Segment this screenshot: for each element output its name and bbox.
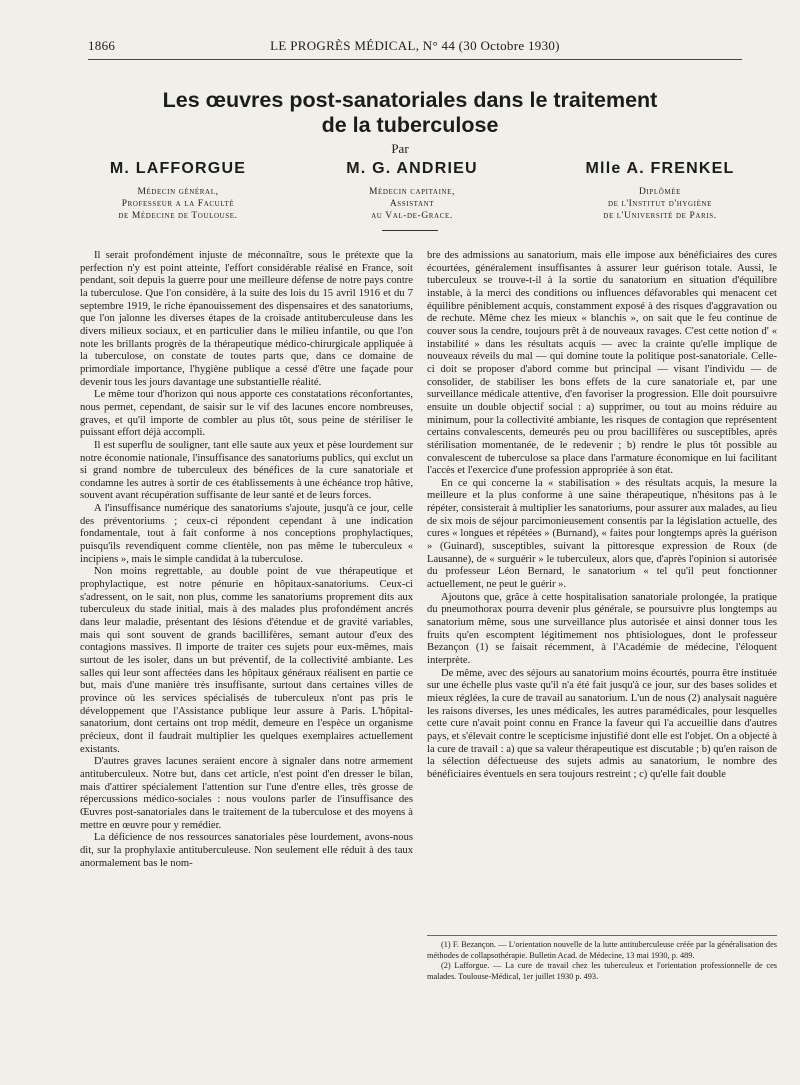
- author-role-line: de l'Institut d'hygiène: [607, 199, 713, 209]
- author-role-line: de Médecine de Toulouse.: [118, 211, 238, 221]
- footnote: (2) Lafforgue. — La cure de travail chez les tuberculeux et l'orientation professionnelle de ces malades. Toulouse-Médical, 1er juillet 1930 p. 493.: [427, 961, 777, 981]
- left-column: [80, 250, 413, 870]
- header-rule: [88, 59, 742, 60]
- author-role-line: au Val-de-Grace.: [371, 211, 453, 221]
- footnotes: [427, 935, 777, 982]
- author-role-line: Diplômée: [639, 187, 681, 197]
- journal-header: LE PROGRÈS MÉDICAL, N° 44 (30 Octobre 1930): [270, 38, 560, 53]
- author-name: M. G. ANDRIEU: [346, 160, 478, 177]
- paragraph: En ce qui concerne la « stabilisation » des résultats acquis, la mesure la meilleure et la plus conforme à une saine thérapeutique, n'hésitons pas à le répéter, consisterait à multiplier les sanatoriums, pour assurer aux malades, au lieu de six mois de séjour parcimonieusement consentis par la législation actuelle, des cures « longues et répétées » (Burnand), « faites pour longtemps après la guérison » (Guinard), susceptibles, suivant la pittoresque expression de Roux (de Lausanne), de « surguérir » le tuberculeux, alors que, d'après l'opinion si autorisée du professeur Léon Bernard, le sanatorium « tel qu'il peut fonctionner actuellement, ne peut le guérir ».: [427, 477, 777, 591]
- paragraph: bre des admissions au sanatorium, mais elle impose aux bénéficiaires des cures écourtées, généralement insuffisantes à assurer leur guérison totale. Aussi, le tuberculeux se trouve-t-il à la sortie du sanatorium en situation d'équilibre instable, à la merci des conditions ou influences défavorables qui menacent cet équilibre péniblement acquis, constamment exposé à des risques d'aggravation ou de rechute. Même chez les mieux « blanchis », on sait que le feu continue de couver sous la cendre, toujours prêt à de nouveaux ravages. C'est cette notion d' « instabilité » dans les résultats acquis — avec la crainte qu'elle implique de nouveaux réveils du mal — qui domine toute la politique post-sanatoriale. Celle-ci doit se proposer d'abord comme but principal — visant l'individu — de consolider, de stabiliser les bons effets de la cure sanatoriale et, par une surveillance médicale attentive, d'en favoriser la progression. Elle doit poursuivre ensuite un double objectif social : a) supprimer, ou tout au moins réduire au minimum, pour la collectivité ambiante, les risques de contagion que représentent certains convalescents, demeurés peu ou prou bacillifères ou susceptibles, après stérilisation momentanée, de le redevenir ; b) rendre le plus tôt possible au convalescent de tuberculose sa place dans l'armature économique en lui facilitant l'accès et l'exercice d'une profession appropriée à son état.: [427, 250, 777, 477]
- author-name: Mlle A. FRENKEL: [585, 160, 735, 177]
- author-block: [560, 160, 760, 222]
- title-separator: [382, 230, 438, 231]
- author-role-line: de l'Université de Paris.: [603, 211, 717, 221]
- author-role-line: Médecin capitaine,: [368, 187, 456, 197]
- paragraph: Non moins regrettable, au double point de vue thérapeutique et prophylactique, est notre pénurie en hôpitaux-sanatoriums. Ceux-ci s'adressent, on le sait, non plus, comme les sanatoriums proprement dits aux tuberculeux du stade initial, mais à des malades plus profondément ancrés dans leur maladie, présentant des lésions d'étendue et de gravité variables, mais qui sont souvent de grands bacillifères, semant autour d'eux des contagions massives. Il importe de traiter ces sujets pour eux-mêmes, mais surtout de les isoler, dans un but préventif, de la collectivité ambiante. Les salles qui leur sont affectées dans les hôpitaux généraux réalisent en partie ce but, mais d'une manière très insuffisante, surtout dans certaines villes de province où les services spécialisés de tuberculeux n'ont pas pris le développement que l'Assistance publique leur assure à Paris. L'hôpital-sanatorium, dont certains ont trop médit, demeure en l'espèce un organisme précieux, dont il faudrait multiplier les quelques exemplaires actuellement existants.: [80, 566, 413, 755]
- paragraph: De même, avec des séjours au sanatorium moins écourtés, pourra être instituée sur une échelle plus vaste qu'il n'a été fait jusqu'à ce jour, sur des bases solides et mieux réglées, la cure de travail au sanatorium. L'un de nous (2) analysait naguère les raisons diverses, les unes médicales, les autres paramédicales, pour lesquelles cette cure n'avait point connu en France la faveur qui l'a accueillie dans d'autres pays, et s'élevait contre le scepticisme injustifié dont elle est l'objet. On a objecté à la cure de travail : a) que sa valeur thérapeutique est discutable ; b) qu'en raison de la sélection défectueuse des sujets admis au sanatorium, le nombre des bénéficiaires éventuels en sera toujours restreint ; c) qu'elle fait double: [427, 667, 777, 780]
- author-block: [88, 160, 268, 222]
- paragraph: Ajoutons que, grâce à cette hospitalisation sanatoriale prolongée, la pratique du pneumothorax pourra devenir plus générale, se poursuivre plus longtemps au sanatorium même, sous une surveillance plus autorisée et ainsi donner tous les fruits qu'en escomptent légitimement nos phtisiologues, dont le professeur Bezançon (1) se faisait récemment, à l'Académie de médecine, l'éloquent interprète.: [427, 591, 777, 666]
- author-role-line: Professeur a la Faculté: [121, 199, 235, 209]
- title-line-1: Les œuvres post-sanatoriales dans le traitement: [162, 88, 658, 112]
- running-head: [88, 38, 742, 56]
- title-line-2: de la tuberculose: [321, 113, 499, 137]
- paragraph: Il serait profondément injuste de méconnaître, sous le prétexte que la perfection n'y est point atteinte, l'effort considérable réalisé en France, soit pendant, soit depuis la guerre pour une meilleure défense de notre pays contre la tuberculose. Que l'on considère, à la suite des lois du 15 avril 1916 et du 7 septembre 1919, le riche épanouissement des dispensaires et des sanatoriums, que l'on jalonne les diverses étapes de la croisade antituberculeuse dans les divers milieux sociaux, et en particulier dans le milieu infantile, ou que l'on note les brillants progrès de la thérapeutique médico-chirurgicale appliquée à la tuberculose, on constate de toutes parts que, dans ce domaine de primordiale importance, l'hygiène publique a cessé d'être une façade pour devenir tous les jours davantage une substantielle réalité.: [80, 250, 413, 388]
- paragraph: Le même tour d'horizon qui nous apporte ces constatations réconfortantes, nous permet, cependant, de saisir sur le vif des lacunes encore nombreuses, graves, et qu'il importe de combler au plus tôt, sous peine de stériliser le puissant effort déjà accompli.: [80, 389, 413, 439]
- right-column: [427, 250, 777, 782]
- author-block: [322, 160, 502, 222]
- author-role-line: Assistant: [389, 199, 435, 209]
- footnote-rule: [427, 935, 777, 936]
- author-name: M. LAFFORGUE: [109, 160, 247, 177]
- article-title: [60, 88, 760, 138]
- paragraph: Il est superflu de souligner, tant elle saute aux yeux et pèse lourdement sur notre économie nationale, l'insuffisance des sanatoriums publics, qui exclut un si grand nombre de tuberculeux des bénéfices de la cure sanatoriale et condamne les autres à sortir de ces établissements à une échéance trop hâtive, souvent avant récupération suffisante de leur santé et de leurs forces.: [80, 439, 413, 502]
- footnote: (1) F. Bezançon. — L'orientation nouvelle de la lutte antituberculeuse créée par la généralisation des méthodes de collapsothérapie. Bulletin Acad. de Médecine, 13 mai 1930, p. 489.: [427, 940, 777, 960]
- paragraph: D'autres graves lacunes seraient encore à signaler dans notre armement antituberculeux. Notre but, dans cet article, n'est point d'en dresser le bilan, mais d'attirer spécialement l'attention sur l'une d'entre elles, très grosse de répercussions médico-sociales : nous voulons parler de l'insuffisance des Œuvres post-sanatoriales dans le traitement de la tuberculose et des moyens à mettre en œuvre pour y remédier.: [80, 756, 413, 831]
- author-role-line: Médecin général,: [137, 187, 219, 197]
- page-number: 1866: [88, 38, 116, 53]
- paragraph: A l'insuffisance numérique des sanatoriums s'ajoute, jusqu'à ce jour, celle des préventoriums ; ceux-ci répondent cependant à une indication fondamentale, tout à fait conforme à nos conceptions prophylactiques, puisqu'ils revendiquent comme clientèle, non pas même le tuberculeux « incipiens », mais le simple candidat à la tuberculose.: [80, 503, 413, 565]
- byline-par: Par: [391, 141, 409, 156]
- paragraph: La déficience de nos ressources sanatoriales pèse lourdement, avons-nous dit, sur la prophylaxie antituberculeuse. Non seulement elle réduit à des taux anormalement bas le nom-: [80, 832, 413, 869]
